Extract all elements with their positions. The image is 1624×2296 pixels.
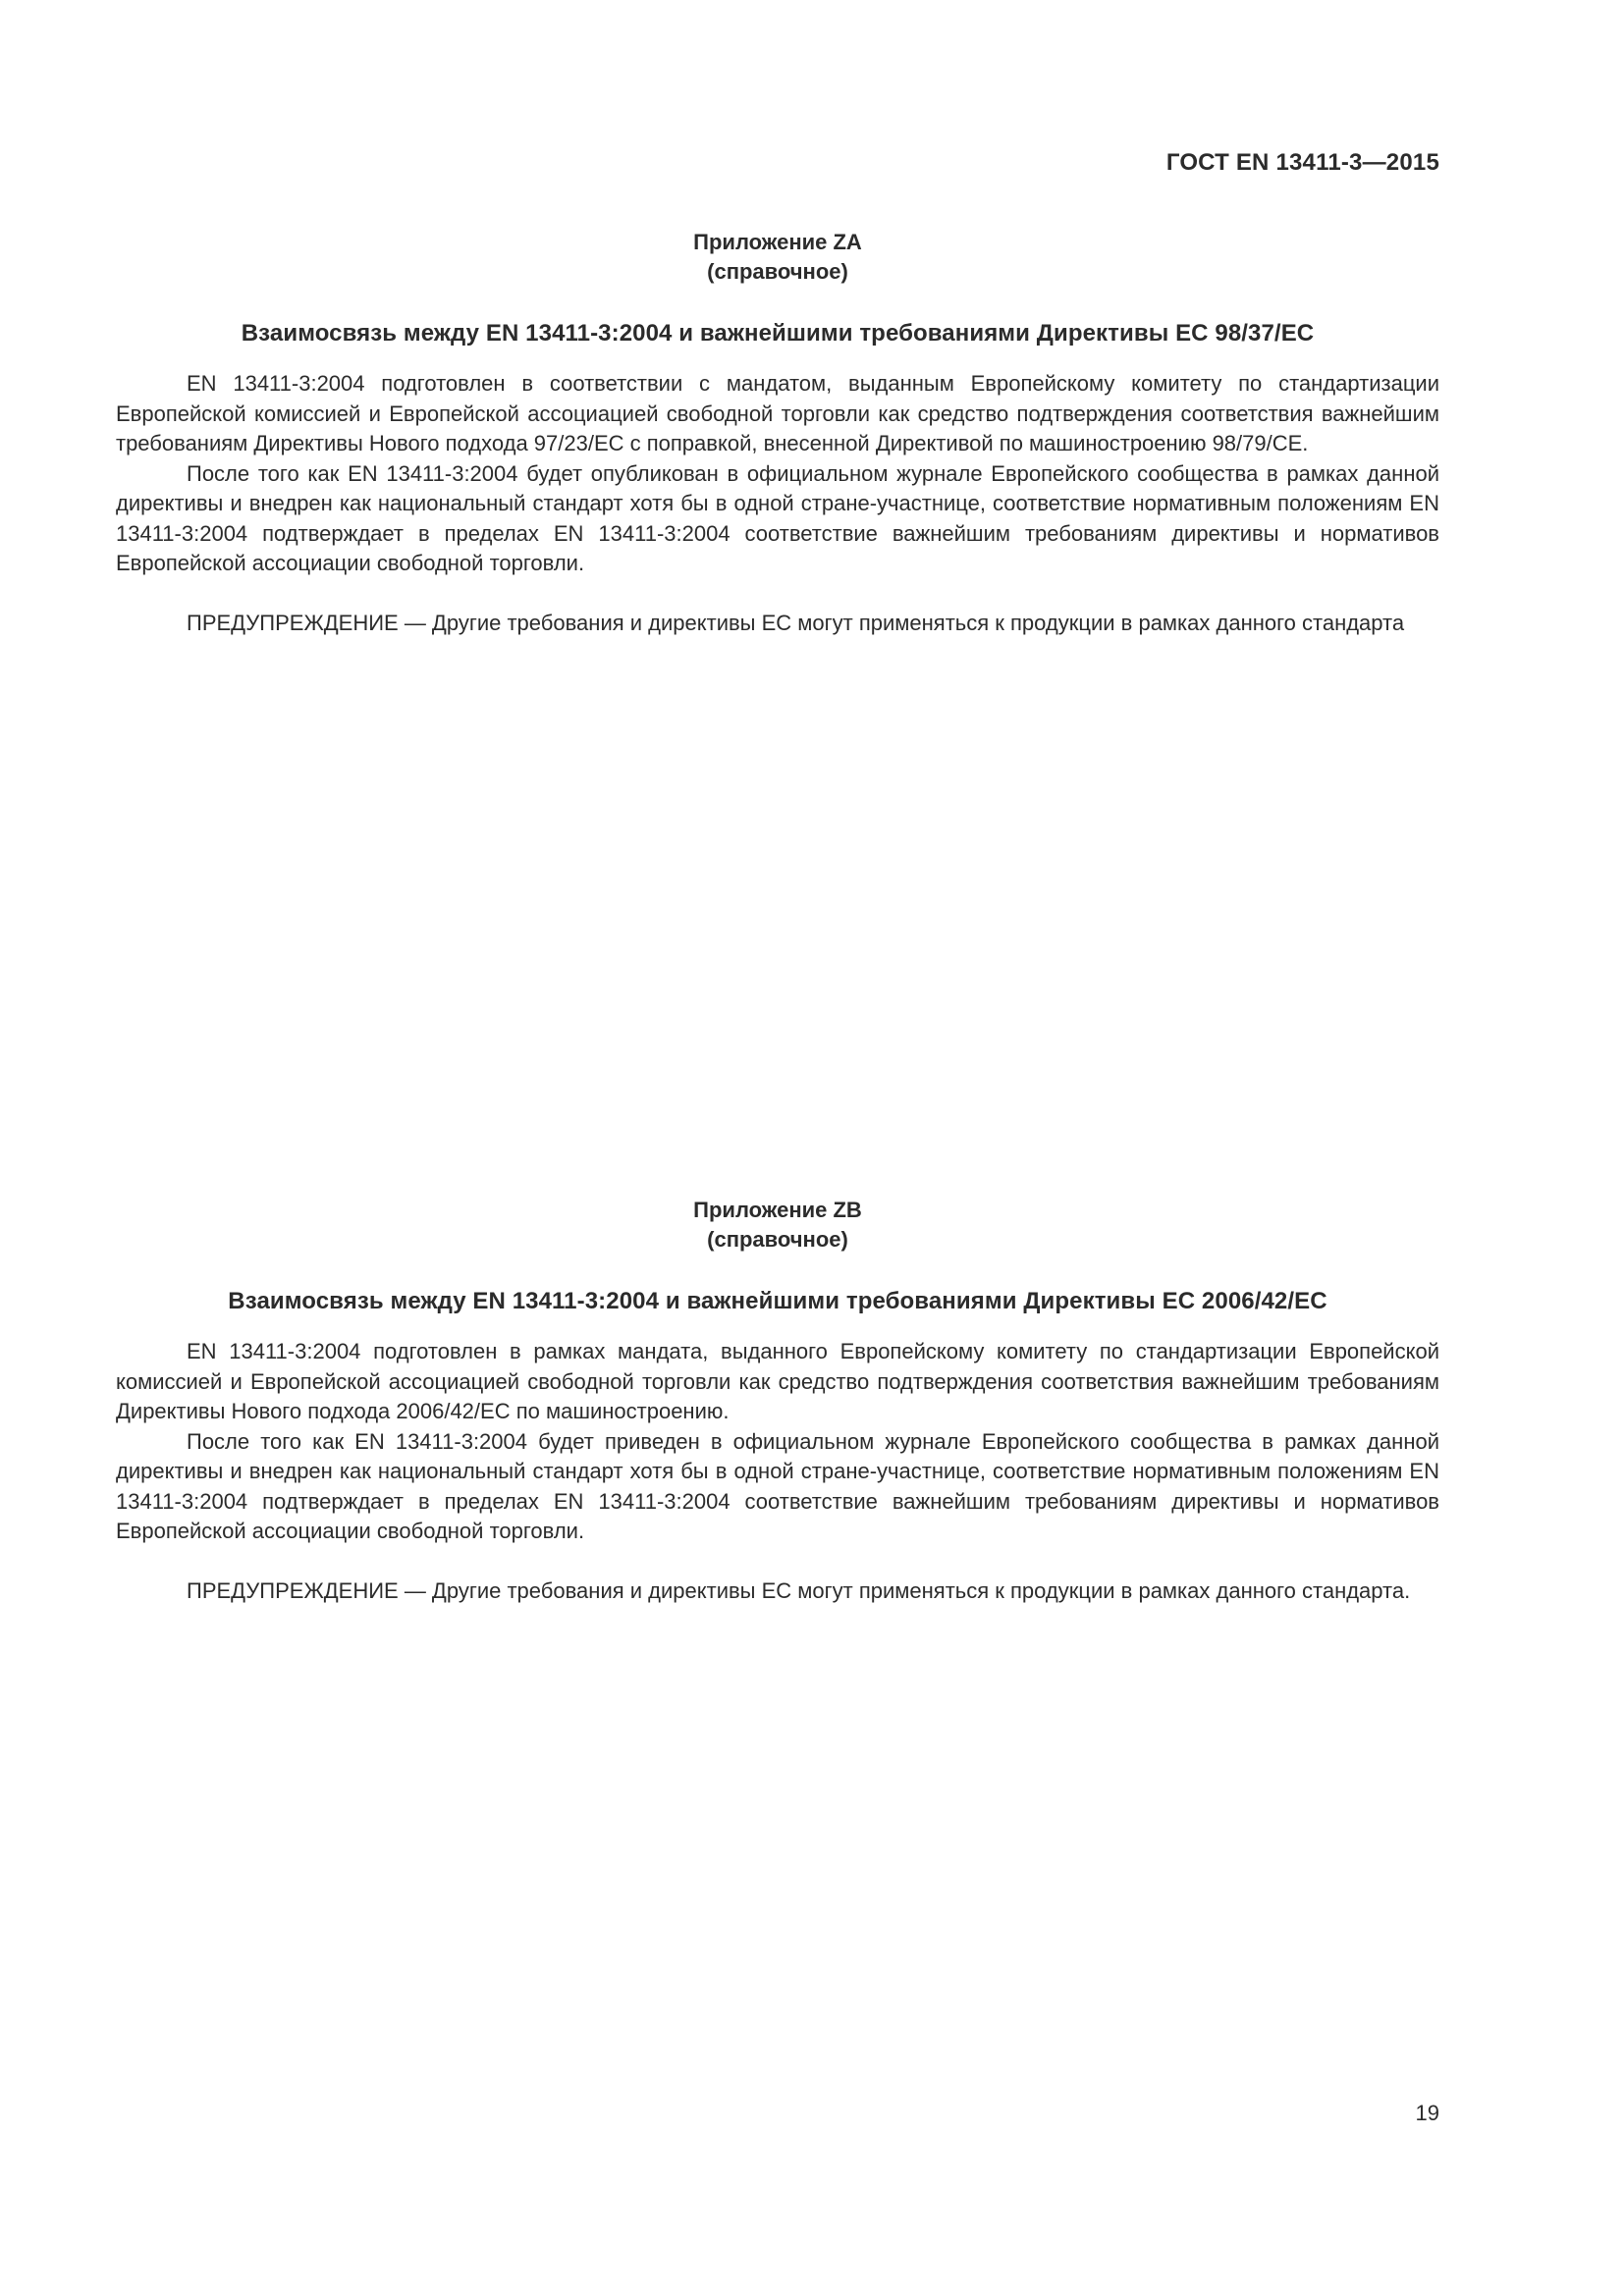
annex-za-title: Приложение ZA bbox=[693, 230, 862, 254]
annex-za bbox=[116, 228, 1439, 638]
annex-za-paragraph-2: После того как EN 13411-3:2004 будет опубликован в официальном журнале Европейского сообщества в рамках данной директивы и внедрен как национальный стандарт хотя бы в одной стране-участнице, соответствие нормативным положениям EN 13411-3:2004 подтверждает в пределах EN 13411-3:2004 соответствие важнейшим требованиям директивы и нормативов Европейской ассоциации свободной торговли. bbox=[116, 460, 1439, 575]
document-code: ГОСТ EN 13411-3—2015 bbox=[1165, 149, 1439, 176]
page-number: 19 bbox=[1415, 2101, 1439, 2125]
annex-zb-status: (справочное) bbox=[707, 1227, 848, 1252]
annex-zb-paragraph-1: EN 13411-3:2004 подготовлен в рамках мандата, выданного Европейскому комитету по стандартизации Европейской комиссией и Европейской ассоциацией свободной торговли как средство подтверждения соответствия важнейшим требованиям Директивы Нового подхода 2006/42/ЕС по машиностроению. bbox=[116, 1339, 1439, 1423]
annex-zb-title: Приложение ZB bbox=[693, 1198, 862, 1222]
annex-zb-heading: Взаимосвязь между EN 13411-3:2004 и важнейшими требованиями Директивы ЕС 2006/42/ЕС bbox=[228, 1288, 1327, 1314]
annex-zb-warning: ПРЕДУПРЕЖДЕНИЕ — Другие требования и директивы ЕС могут применяться к продукции в рамках данного стандарта. bbox=[187, 1577, 1411, 1603]
annex-za-warning: ПРЕДУПРЕЖДЕНИЕ — Другие требования и директивы ЕС могут применяться к продукции в рамках данного стандарта bbox=[187, 610, 1405, 635]
annex-za-status: (справочное) bbox=[707, 259, 848, 284]
annex-za-heading: Взаимосвязь между EN 13411-3:2004 и важнейшими требованиями Директивы ЕС 98/37/ЕС bbox=[241, 320, 1315, 347]
annex-zb-paragraph-2: После того как EN 13411-3:2004 будет приведен в официальном журнале Европейского сообщества в рамках данной директивы и внедрен как национальный стандарт хотя бы в одной стране-участнице, соответствие нормативным положениям EN 13411-3:2004 подтверждает в пределах EN 13411-3:2004 соответствие важнейшим требованиям директивы и нормативов Европейской ассоциации свободной торговли. bbox=[116, 1428, 1439, 1543]
annex-za-paragraph-1: EN 13411-3:2004 подготовлен в соответствии с мандатом, выданным Европейскому комитету по стандартизации Европейской комиссией и Европейской ассоциацией свободной торговли как средство подтверждения соответствия важнейшим требованиям Директивы Нового подхода 97/23/ЕС с поправкой, внесенной Директивой по машиностроению 98/79/СЕ. bbox=[116, 371, 1439, 455]
annex-zb bbox=[116, 1196, 1439, 1606]
